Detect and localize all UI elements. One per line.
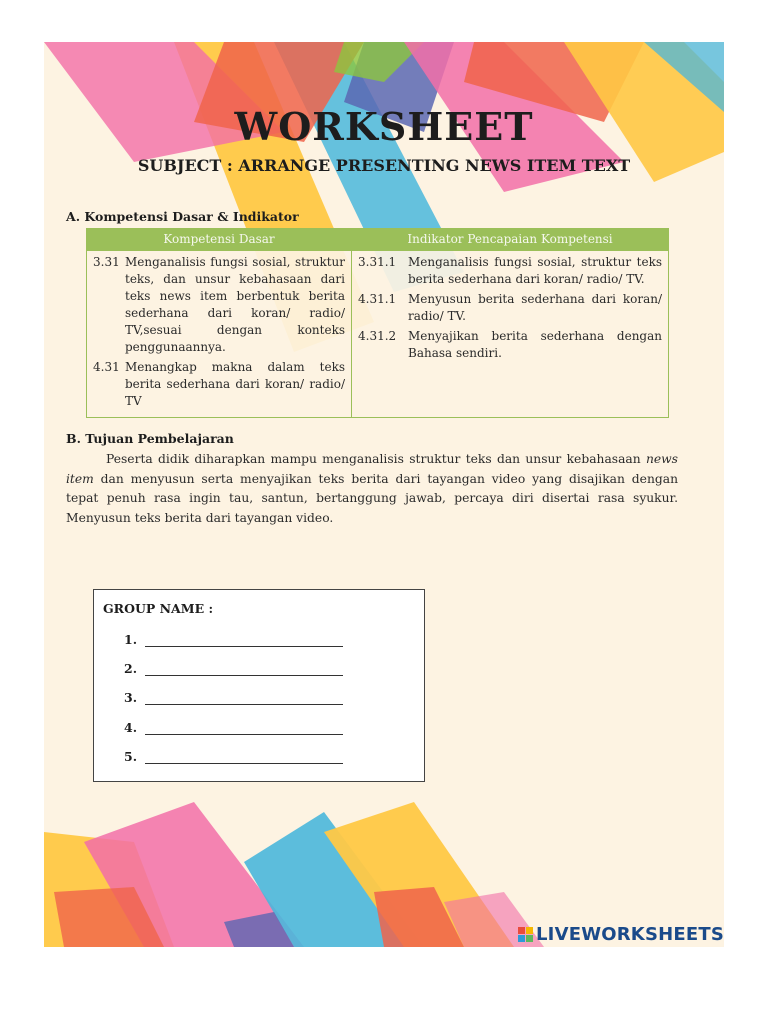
logo-icon-square bbox=[518, 927, 525, 934]
section-b-heading: B. Tujuan Pembelajaran bbox=[66, 431, 234, 446]
ipk-cell bbox=[352, 251, 669, 418]
subject-line: SUBJECT : ARRANGE PRESENTING NEWS ITEM TEXT bbox=[137, 156, 631, 175]
logo-icon-square bbox=[526, 927, 533, 934]
ipk-text: Menganalisis fungsi sosial, struktur teks berita sederhana dari koran/ radio/ TV. bbox=[408, 255, 662, 286]
logo-text: LIVEWORKSHEETS bbox=[536, 923, 724, 945]
member-number: 5. bbox=[124, 749, 138, 764]
group-name-box bbox=[93, 589, 425, 782]
paragraph-text: dan menyusun serta menyajikan teks berita dari tayangan video yang disajikan dengan tepat penuh rasa ingin tau, santun, bertanggung jawab, percaya diri disertai rasa syukur. Menyusun teks berita dari tayangan video. bbox=[66, 471, 678, 525]
kd-text: Menangkap makna dalam teks berita sederhana dari koran/ radio/ TV bbox=[125, 360, 345, 408]
group-member-row bbox=[124, 749, 343, 764]
paragraph-emphasis: news item bbox=[66, 452, 678, 486]
ipk-item bbox=[358, 291, 662, 325]
learning-objective-paragraph bbox=[66, 450, 678, 528]
logo-icon-square bbox=[518, 935, 525, 942]
member-number: 1. bbox=[124, 632, 138, 647]
member-name-blank[interactable] bbox=[145, 663, 343, 676]
ipk-number: 4.31.1 bbox=[358, 292, 397, 306]
member-name-blank[interactable] bbox=[145, 634, 343, 647]
logo-icon bbox=[518, 927, 533, 942]
liveworksheets-logo[interactable] bbox=[518, 923, 724, 945]
ipk-item bbox=[358, 328, 662, 362]
worksheet-page bbox=[44, 42, 724, 947]
member-name-blank[interactable] bbox=[145, 722, 343, 735]
ipk-text: Menyajikan berita sederhana dengan Bahasa sendiri. bbox=[408, 329, 662, 360]
member-number: 2. bbox=[124, 661, 138, 676]
section-a-heading: A. Kompetensi Dasar & Indikator bbox=[66, 209, 299, 224]
logo-icon-square bbox=[526, 935, 533, 942]
column-header-indikator: Indikator Pencapaian Kompetensi bbox=[352, 229, 669, 251]
group-member-row bbox=[124, 632, 343, 647]
group-member-row bbox=[124, 720, 343, 735]
kd-item bbox=[93, 254, 345, 356]
kd-number: 4.31 bbox=[93, 360, 120, 374]
group-name-title: GROUP NAME : bbox=[103, 601, 214, 616]
kd-text: Menganalisis fungsi sosial, struktur teks, dan unsur kebahasaan dari teks news item berbentuk berita sederhana dari koran/ radio/ TV,sesuai dengan konteks penggunaannya. bbox=[125, 255, 345, 354]
kd-item bbox=[93, 359, 345, 410]
paragraph-text: Peserta didik diharapkan mampu menganalisis struktur teks dan unsur kebahasaan bbox=[106, 452, 646, 466]
member-number: 3. bbox=[124, 690, 138, 705]
kd-cell bbox=[87, 251, 352, 418]
ipk-text: Menyusun berita sederhana dari koran/ radio/ TV. bbox=[408, 292, 662, 323]
member-number: 4. bbox=[124, 720, 138, 735]
page-title: WORKSHEET bbox=[234, 104, 534, 149]
ipk-item bbox=[358, 254, 662, 288]
member-name-blank[interactable] bbox=[145, 692, 343, 705]
group-member-row bbox=[124, 661, 343, 676]
member-name-blank[interactable] bbox=[145, 751, 343, 764]
column-header-kompetensi: Kompetensi Dasar bbox=[87, 229, 352, 251]
ipk-number: 4.31.2 bbox=[358, 329, 397, 343]
ipk-number: 3.31.1 bbox=[358, 255, 397, 269]
group-member-row bbox=[124, 690, 343, 705]
competency-table bbox=[86, 228, 669, 418]
kd-number: 3.31 bbox=[93, 255, 120, 269]
